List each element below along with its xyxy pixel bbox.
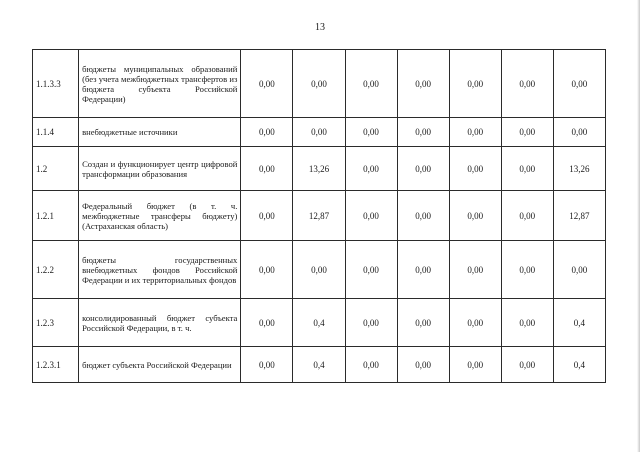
row-value: 0,00 [241,241,293,299]
page-number: 13 [315,22,325,33]
row-value: 0,00 [293,50,345,118]
row-value: 0,00 [241,50,293,118]
table-row [33,147,606,191]
row-value: 0,00 [397,347,449,383]
row-value: 0,00 [345,147,397,191]
row-value: 0,00 [449,191,501,241]
row-value: 0,00 [397,191,449,241]
row-value: 0,00 [241,191,293,241]
row-value: 0,00 [397,50,449,118]
row-value: 0,00 [345,347,397,383]
row-value: 0,4 [293,299,345,347]
row-value: 13,26 [293,147,345,191]
row-value: 0,00 [293,118,345,147]
row-value: 0,00 [449,241,501,299]
row-value: 12,87 [553,191,605,241]
table-row [33,299,606,347]
row-value: 0,00 [397,118,449,147]
row-value: 12,87 [293,191,345,241]
row-name: бюджет субъекта Российской Федерации [79,347,241,383]
table-row [33,191,606,241]
row-value: 0,00 [449,299,501,347]
row-value: 0,4 [553,299,605,347]
row-value: 0,00 [501,50,553,118]
row-value: 0,00 [553,50,605,118]
row-value: 0,00 [397,147,449,191]
row-value: 0,00 [449,50,501,118]
row-value: 0,4 [293,347,345,383]
row-value: 0,00 [345,299,397,347]
table-row [33,241,606,299]
table-row [33,347,606,383]
row-value: 0,00 [501,191,553,241]
row-code: 1.1.3.3 [33,50,79,118]
budget-table-body [33,50,606,383]
row-name: Федеральный бюджет (в т. ч. межбюджетные трансферы бюджету) (Астраханская область) [79,191,241,241]
row-value: 13,26 [553,147,605,191]
row-name: консолидированный бюджет субъекта Российской Федерации, в т. ч. [79,299,241,347]
row-value: 0,00 [345,191,397,241]
row-code: 1.2.1 [33,191,79,241]
row-code: 1.2.3 [33,299,79,347]
table-row [33,50,606,118]
row-code: 1.2.2 [33,241,79,299]
row-value: 0,00 [501,241,553,299]
budget-table [32,49,606,383]
row-value: 0,00 [345,118,397,147]
row-value: 0,00 [241,299,293,347]
row-value: 0,00 [293,241,345,299]
row-value: 0,00 [397,299,449,347]
row-value: 0,00 [345,241,397,299]
row-value: 0,00 [501,118,553,147]
row-value: 0,00 [397,241,449,299]
row-name: бюджеты муниципальных образований (без учета межбюджетных трансфертов из бюджета субъекта Российской Федерации) [79,50,241,118]
row-name: Создан и функционирует центр цифровой трансформации образования [79,147,241,191]
row-value: 0,00 [241,347,293,383]
table-row [33,118,606,147]
row-name: бюджеты государственных внебюджетных фондов Российской Федерации и их территориальных фондов [79,241,241,299]
row-value: 0,00 [449,118,501,147]
row-code: 1.2 [33,147,79,191]
row-value: 0,00 [449,147,501,191]
row-name: внебюджетные источники [79,118,241,147]
row-code: 1.2.3.1 [33,347,79,383]
row-value: 0,00 [241,147,293,191]
row-value: 0,00 [501,347,553,383]
row-value: 0,00 [501,147,553,191]
row-value: 0,00 [449,347,501,383]
row-value: 0,00 [241,118,293,147]
row-value: 0,00 [553,241,605,299]
row-value: 0,00 [501,299,553,347]
row-value: 0,00 [345,50,397,118]
row-value: 0,00 [553,118,605,147]
row-value: 0,4 [553,347,605,383]
row-code: 1.1.4 [33,118,79,147]
